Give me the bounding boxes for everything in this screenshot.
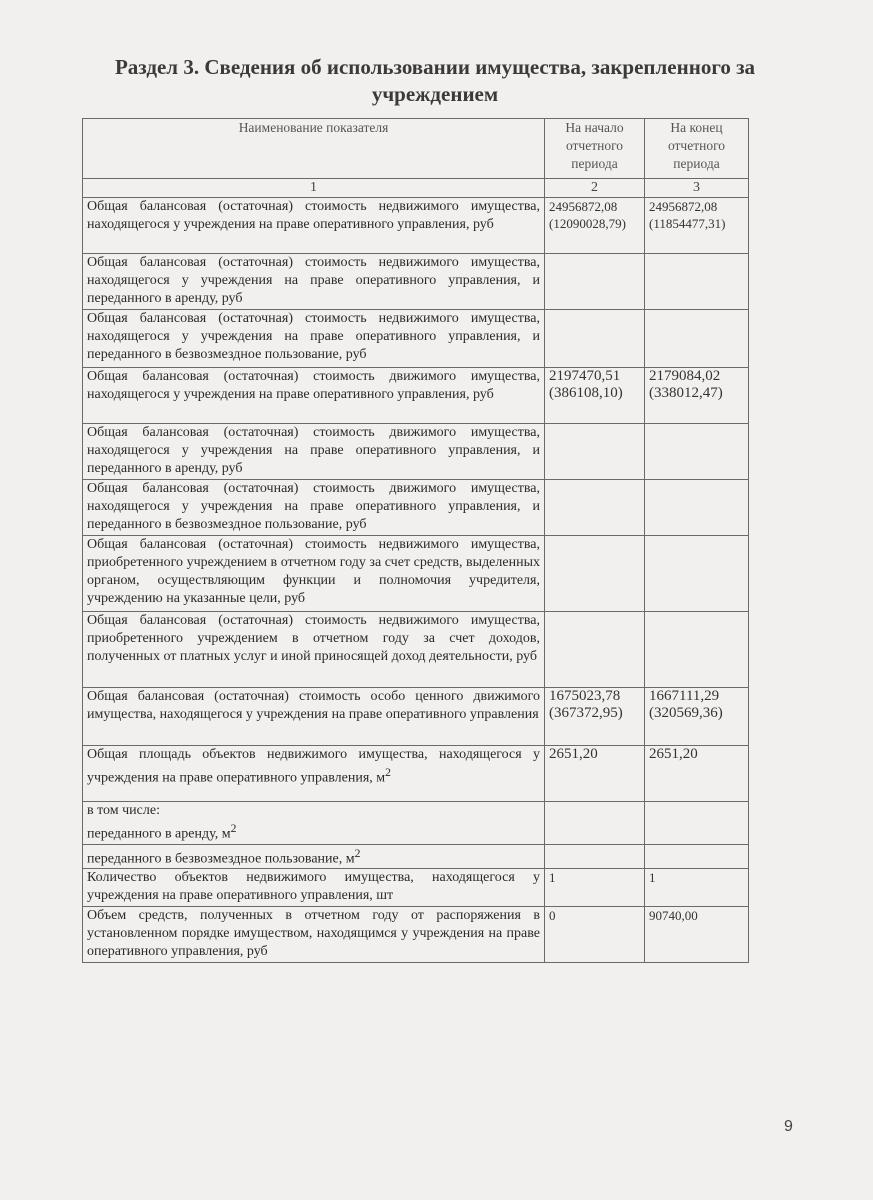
start-value — [545, 612, 645, 688]
table-row — [83, 198, 749, 254]
end-value: 1 — [645, 869, 749, 907]
end-value: 2651,20 — [645, 746, 749, 802]
column-number-row — [83, 179, 749, 198]
start-value — [545, 424, 645, 480]
indicator-text: Общая площадь объектов недвижимого имущества, находящегося у учреждения на праве оперативного управления, м — [87, 747, 540, 786]
property-usage-table — [82, 118, 749, 963]
start-value — [545, 536, 645, 612]
header-start-period: На начало отчетного периода — [545, 119, 645, 179]
column-number: 3 — [645, 179, 749, 198]
header-row — [83, 119, 749, 179]
start-value — [545, 480, 645, 536]
indicator-name — [83, 844, 545, 869]
indicator-name — [83, 746, 545, 802]
section-title: Раздел 3. Сведения об использовании имущества, закрепленного за учреждением — [114, 55, 756, 106]
page-number: 9 — [784, 1118, 793, 1135]
table-row — [83, 802, 749, 845]
table-row — [83, 310, 749, 368]
indicator-name: Общая балансовая (остаточная) стоимость особо ценного движимого имущества, находящегося у учреждения на праве оперативного управления — [83, 688, 545, 746]
indicator-text: переданного в безвозмездное пользование, м — [87, 851, 355, 867]
start-value: 1675023,78 (367372,95) — [545, 688, 645, 746]
end-value: 1667111,29 (320569,36) — [645, 688, 749, 746]
table-row — [83, 368, 749, 424]
indicator-name: Общая балансовая (остаточная) стоимость движимого имущества, находящегося у учреждения на праве оперативного управления, и переданного в безвозмездное пользование, руб — [83, 480, 545, 536]
end-value — [645, 480, 749, 536]
end-value — [645, 536, 749, 612]
indicator-name: Общая балансовая (остаточная) стоимость недвижимого имущества, находящегося у учреждения на праве оперативного управления, руб — [83, 198, 545, 254]
start-value — [545, 310, 645, 368]
table-row — [83, 746, 749, 802]
unit-superscript: 2 — [385, 766, 391, 779]
table-row — [83, 844, 749, 869]
end-value — [645, 424, 749, 480]
table-row — [83, 907, 749, 963]
column-number: 2 — [545, 179, 645, 198]
start-value — [545, 844, 645, 869]
indicator-name: Общая балансовая (остаточная) стоимость недвижимого имущества, находящегося у учреждения на праве оперативного управления, и переданного в безвозмездное пользование, руб — [83, 310, 545, 368]
end-value: 2179084,02 (338012,47) — [645, 368, 749, 424]
start-value: 1 — [545, 869, 645, 907]
table-row — [83, 254, 749, 310]
header-end-period: На конец отчетного периода — [645, 119, 749, 179]
start-value: 24956872,08 (12090028,79) — [545, 198, 645, 254]
indicator-text: переданного в аренду, м — [87, 826, 231, 842]
start-value: 2197470,51 (386108,10) — [545, 368, 645, 424]
table-row — [83, 536, 749, 612]
start-value — [545, 802, 645, 845]
indicator-name: Объем средств, полученных в отчетном году от распоряжения в установленном порядке имуществом, находящимся у учреждения на праве оперативного управления, руб — [83, 907, 545, 963]
indicator-name: Общая балансовая (остаточная) стоимость движимого имущества, находящегося у учреждения на праве оперативного управления, руб — [83, 368, 545, 424]
indicator-name: Общая балансовая (остаточная) стоимость недвижимого имущества, приобретенного учреждением в отчетном году за счет доходов, полученных от платных услуг и иной приносящей доход деятельности, руб — [83, 612, 545, 688]
end-value — [645, 802, 749, 845]
header-indicator-name: Наименование показателя — [83, 119, 545, 179]
column-number: 1 — [83, 179, 545, 198]
unit-superscript: 2 — [230, 822, 237, 835]
start-value: 0 — [545, 907, 645, 963]
end-value: 24956872,08 (11854477,31) — [645, 198, 749, 254]
indicator-name: Количество объектов недвижимого имущества, находящегося у учреждения на праве оперативного управления, шт — [83, 869, 545, 907]
end-value — [645, 844, 749, 869]
table-row — [83, 688, 749, 746]
end-value — [645, 612, 749, 688]
table-row — [83, 424, 749, 480]
start-value — [545, 254, 645, 310]
end-value — [645, 254, 749, 310]
end-value: 90740,00 — [645, 907, 749, 963]
indicator-name: Общая балансовая (остаточная) стоимость недвижимого имущества, находящегося у учреждения на праве оперативного управления, и переданного в аренду, руб — [83, 254, 545, 310]
indicator-name — [83, 802, 545, 845]
indicator-text: в том числе: — [87, 803, 160, 818]
unit-superscript: 2 — [354, 846, 361, 860]
indicator-name: Общая балансовая (остаточная) стоимость движимого имущества, находящегося у учреждения на праве оперативного управления, и переданного в аренду, руб — [83, 424, 545, 480]
table-row — [83, 480, 749, 536]
table-row — [83, 612, 749, 688]
start-value: 2651,20 — [545, 746, 645, 802]
end-value — [645, 310, 749, 368]
indicator-name: Общая балансовая (остаточная) стоимость недвижимого имущества, приобретенного учреждением в отчетном году за счет средств, выделенных органом, осуществляющим функции и полномочия учредителя, учреждению на указанные цели, руб — [83, 536, 545, 612]
table-row — [83, 869, 749, 907]
